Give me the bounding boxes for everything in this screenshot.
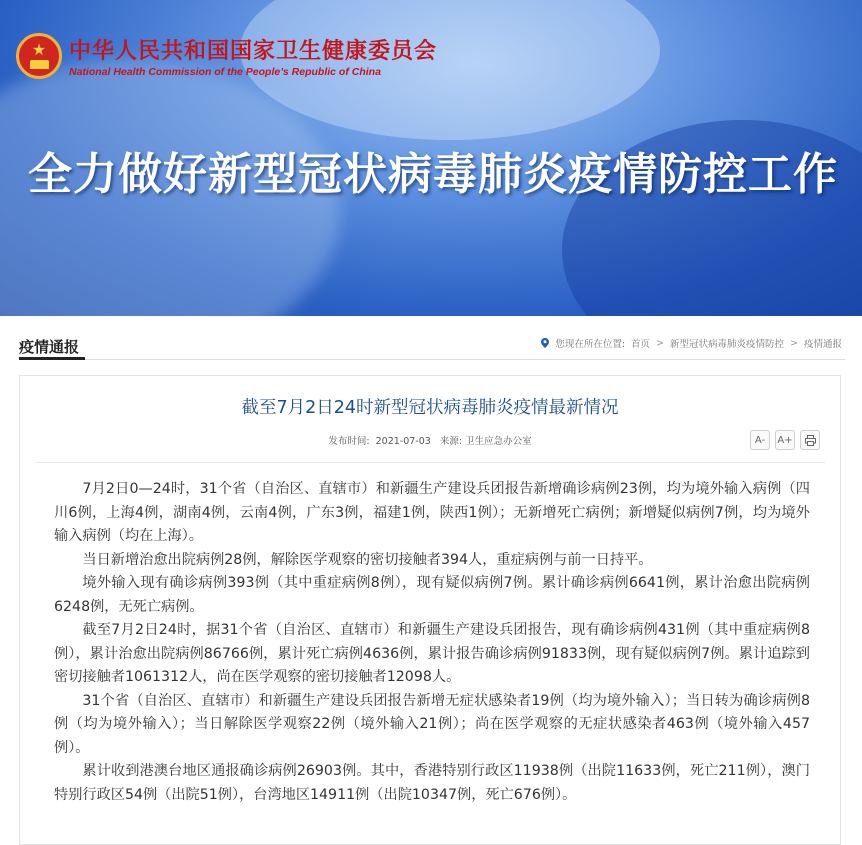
org-name-cn[interactable]: 中华人民共和国国家卫生健康委员会: [69, 39, 438, 64]
font-smaller-button[interactable]: A-: [750, 430, 770, 450]
article-paragraph: 截至7月2日24时，据31个省（自治区、直辖市）和新疆生产建设兵团报告，现有确诊病例431例（其中重症病例8例），累计治愈出院病例86766例，累计死亡病例4636例，累计报告确诊病例91833例，现有疑似病例7例。累计追踪到密切接触者1061312人，尚在医学观察的密切接触者12098人。: [54, 622, 810, 685]
source-label: 来源:: [439, 436, 463, 447]
article-paragraph: 累计收到港澳台地区通报确诊病例26903例。其中，香港特别行政区11938例（出院11633例，死亡211例），澳门特别行政区54例（出院51例），台湾地区14911例（出院10347例，死亡676例）。: [54, 763, 810, 803]
article-paragraph: 31个省（自治区、直辖市）和新疆生产建设兵团报告新增无症状感染者19例（均为境外输入）；当日转为确诊病例8例（均为境外输入）；当日解除医学观察22例（境外输入21例）；尚在医学观察的无症状感染者463例（境外输入457例）。: [54, 692, 810, 756]
breadcrumb-separator: >: [656, 337, 664, 349]
section-nav: [0, 330, 862, 362]
org-name-en: National Health Commission of the People’s Republic of China: [69, 66, 381, 78]
location-pin-icon: [541, 338, 549, 348]
breadcrumb-separator: >: [790, 337, 798, 349]
print-button[interactable]: [800, 430, 820, 450]
font-larger-button[interactable]: A+: [775, 430, 795, 450]
breadcrumb-prefix: 您现在所在位置:: [555, 339, 626, 350]
article-body: [54, 478, 810, 807]
national-emblem-icon[interactable]: ★: [16, 33, 62, 79]
publish-date: 2021-07-03: [375, 436, 431, 447]
breadcrumb-category[interactable]: 新型冠状病毒肺炎疫情防控: [670, 339, 785, 350]
article-paragraph: 境外输入现有确诊病例393例（其中重症病例8例），现有疑似病例7例。累计确诊病例6641例，累计治愈出院病例6248例，无死亡病例。: [54, 575, 810, 615]
breadcrumb-home[interactable]: 首页: [631, 339, 651, 350]
banner-slogan: 全力做好新型冠状病毒肺炎疫情防控工作: [28, 149, 838, 200]
article-container: [19, 375, 841, 845]
section-divider: [19, 359, 845, 360]
article-tools: [750, 430, 820, 450]
header-banner: [0, 0, 862, 316]
article-title: 截至7月2日24时新型冠状病毒肺炎疫情最新情况: [241, 398, 619, 418]
article-meta: [20, 433, 840, 447]
article-divider: [35, 462, 825, 463]
article-paragraph: 7月2日0—24时，31个省（自治区、直辖市）和新疆生产建设兵团报告新增确诊病例23例，均为境外输入病例（四川6例，上海4例，湖南4例，云南4例，广东3例，福建1例，陕西1例）；无新增死亡病例；新增疑似病例7例，均为境外输入病例（均在上海）。: [54, 481, 810, 544]
section-title[interactable]: 疫情通报: [19, 338, 80, 356]
publish-date-label: 发布时间:: [328, 436, 370, 447]
print-icon: [805, 435, 816, 446]
breadcrumb: [541, 336, 842, 350]
breadcrumb-current[interactable]: 疫情通报: [803, 339, 842, 350]
source-value: 卫生应急办公室: [465, 436, 532, 447]
section-title-underline: [19, 357, 85, 360]
article-paragraph: 当日新增治愈出院病例28例，解除医学观察的密切接触者394人，重症病例与前一日持平。: [82, 551, 653, 568]
